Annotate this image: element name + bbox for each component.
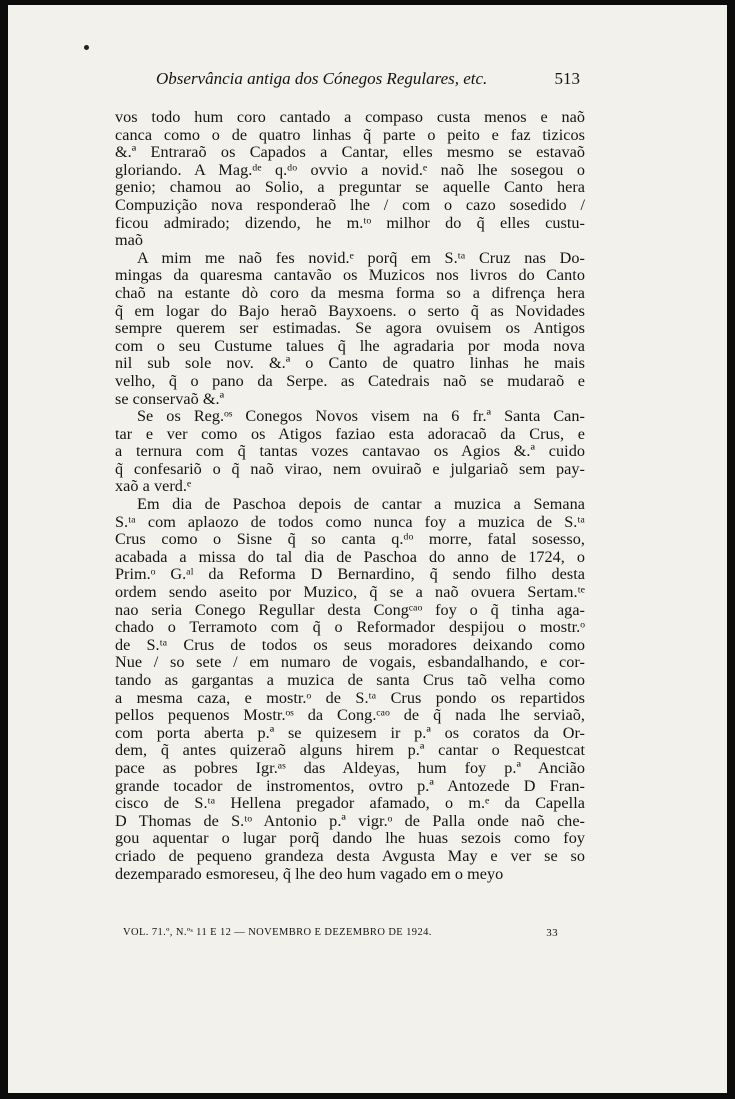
text-line: velho, q̃ o pano da Serpe. as Catedrais naõ se mudaraõ e: [115, 371, 585, 390]
text-line: ordem sendo aseito por Muzico, q̃ se a naõ ovuera Sertam.ᵗᵉ: [115, 583, 585, 602]
body-text: [115, 109, 585, 883]
text-line: gloriando. A Mag.ᵈᵉ q.ᵈᵒ ovvio a novid.ᵉ naõ lhe sosegou o: [115, 160, 585, 179]
signature-number: 33: [546, 927, 558, 939]
volume-info: VOL. 71.º, N.ºˢ 11 E 12 — NOVEMBRO E DEZEMBRO DE 1924.: [123, 927, 432, 938]
text-line: pellos pequenos Mostr.ᵒˢ da Cong.ᶜᵃᵒ de q̃ nada lhe serviaõ,: [115, 706, 585, 725]
page-number: 513: [554, 69, 580, 88]
text-line: pace as pobres Igr.ᵃˢ das Aldeyas, hum foy p.ª Ancião: [115, 758, 585, 777]
paragraph: [115, 496, 585, 883]
text-line: Crus como o Sisne q̃ so canta q.ᵈᵒ morre, fatal sosesso,: [115, 530, 585, 549]
text-line: chado o Terramoto com q̃ o Reformador despijou o mostr.ᵒ: [115, 618, 585, 637]
text-line: genio; chamou ao Solio, a preguntar se aquelle Canto hera: [115, 178, 585, 197]
text-line: acabada a missa do tal dia de Paschoa do anno de 1724, o: [115, 547, 585, 566]
text-line: &.ª Entraraõ os Capados a Cantar, elles mesmo se estavaõ: [115, 143, 585, 162]
text-line: grande tocador de instromentos, ovtro p.ª Antozede D Fran-: [115, 776, 585, 795]
text-line: criado de pequeno grandeza desta Avgusta May e ver se so: [115, 846, 585, 865]
text-line: mingas da quaresma cantavão os Muzicos nos livros do Canto: [115, 266, 585, 285]
paragraph: [115, 250, 585, 408]
text-line: nao seria Conego Regullar desta Congᶜᵃᵒ foy o q̃ tinha aga-: [115, 600, 585, 619]
paragraph: [115, 109, 585, 250]
text-line: maõ: [115, 231, 144, 250]
text-line: dezemparado esmoreseu, q̃ lhe deo hum vagado em o meyo: [115, 864, 504, 883]
text-line: dem, q̃ antes quizeraõ alguns hirem p.ª cantar o Requestcat: [115, 741, 585, 760]
page-footer: [123, 925, 558, 941]
text-line: canca como o de quatro linhas q̃ parte o peito e faz tizicos: [115, 125, 585, 144]
text-line: com porta aberta p.ª se quizesem ir p.ª os coratos da Or-: [115, 723, 585, 742]
text-line: D Thomas de S.ᵗᵒ Antonio p.ª vigr.ᵒ de Palla onde naõ che-: [115, 811, 585, 830]
text-line: Nue / so sete / em numaro de vogais, esbandalhando, e cor-: [115, 653, 585, 672]
text-line: S.ᵗᵃ com aplaozo de todos como nunca foy a muzica de S.ᵗᵃ: [115, 512, 585, 531]
text-line: q̃ confesariõ o q̃ naõ virao, nem ovuiraõ e julgariaõ sem pay-: [115, 459, 585, 478]
ink-dot: [84, 45, 89, 50]
text-line: A mim me naõ fes novid.ᵉ porq̃ em S.ᵗᵃ Cruz nas Do-: [137, 248, 585, 267]
text-line: xaõ a verd.ᵉ: [115, 477, 192, 496]
text-line: Se os Reg.ᵒˢ Conegos Novos visem na 6 fr.ª Santa Can-: [137, 407, 585, 426]
text-line: a ternura com q̃ tantas vozes cantavao os Agios &.ª cuido: [115, 442, 585, 461]
running-header: [148, 67, 580, 91]
running-title: Observância antiga dos Cónegos Regulares, etc.: [156, 69, 488, 88]
text-line: Prim.ᵒ G.ᵃˡ da Reforma D Bernardino, q̃ sendo filho desta: [115, 565, 585, 584]
text-line: Compuzição nova responderaõ lhe / com o cazo sosedido /: [115, 195, 585, 214]
text-line: gou aquentar o lugar porq̃ dando lhe huas sezois como foy: [115, 829, 585, 848]
text-line: ficou admirado; dizendo, he m.ᵗᵒ milhor do q̃ elles custu-: [115, 213, 585, 232]
text-line: chaõ na estante dò coro da mesma forma so a difrença hera: [115, 283, 585, 302]
text-line: de S.ᵗᵃ Crus de todos os seus moradores deixando como: [115, 635, 585, 654]
text-line: nil sub sole nov. &.ª o Canto de quatro linhas he mais: [115, 354, 585, 373]
text-line: tando as gargantas a muzica de santa Crus taõ velha como: [115, 671, 585, 689]
text-line: sempre querem ser estimadas. Se agora ovuisem os Antigos: [115, 319, 585, 338]
paragraph: [115, 408, 585, 496]
text-line: a mesma caza, e mostr.ᵒ de S.ᵗᵃ Crus pondo os repartidos: [115, 688, 585, 707]
text-line: vos todo hum coro cantado a compaso custa menos e naõ: [115, 108, 585, 126]
text-line: q̃ em logar do Bajo heraõ Bayxoens. o serto q̃ as Novidades: [115, 301, 585, 320]
text-line: cisco de S.ᵗᵃ Hellena pregador afamado, o m.ᵉ da Capella: [115, 794, 585, 813]
text-line: Em dia de Paschoa depois de cantar a muzica a Semana: [137, 495, 585, 514]
text-line: com o seu Custume talues q̃ lhe agradaria por moda nova: [115, 336, 585, 355]
text-line: se conservaõ &.ª: [115, 389, 225, 408]
text-line: tar e ver como os Atigos faziao esta adoracaõ da Crus, e: [115, 424, 585, 443]
